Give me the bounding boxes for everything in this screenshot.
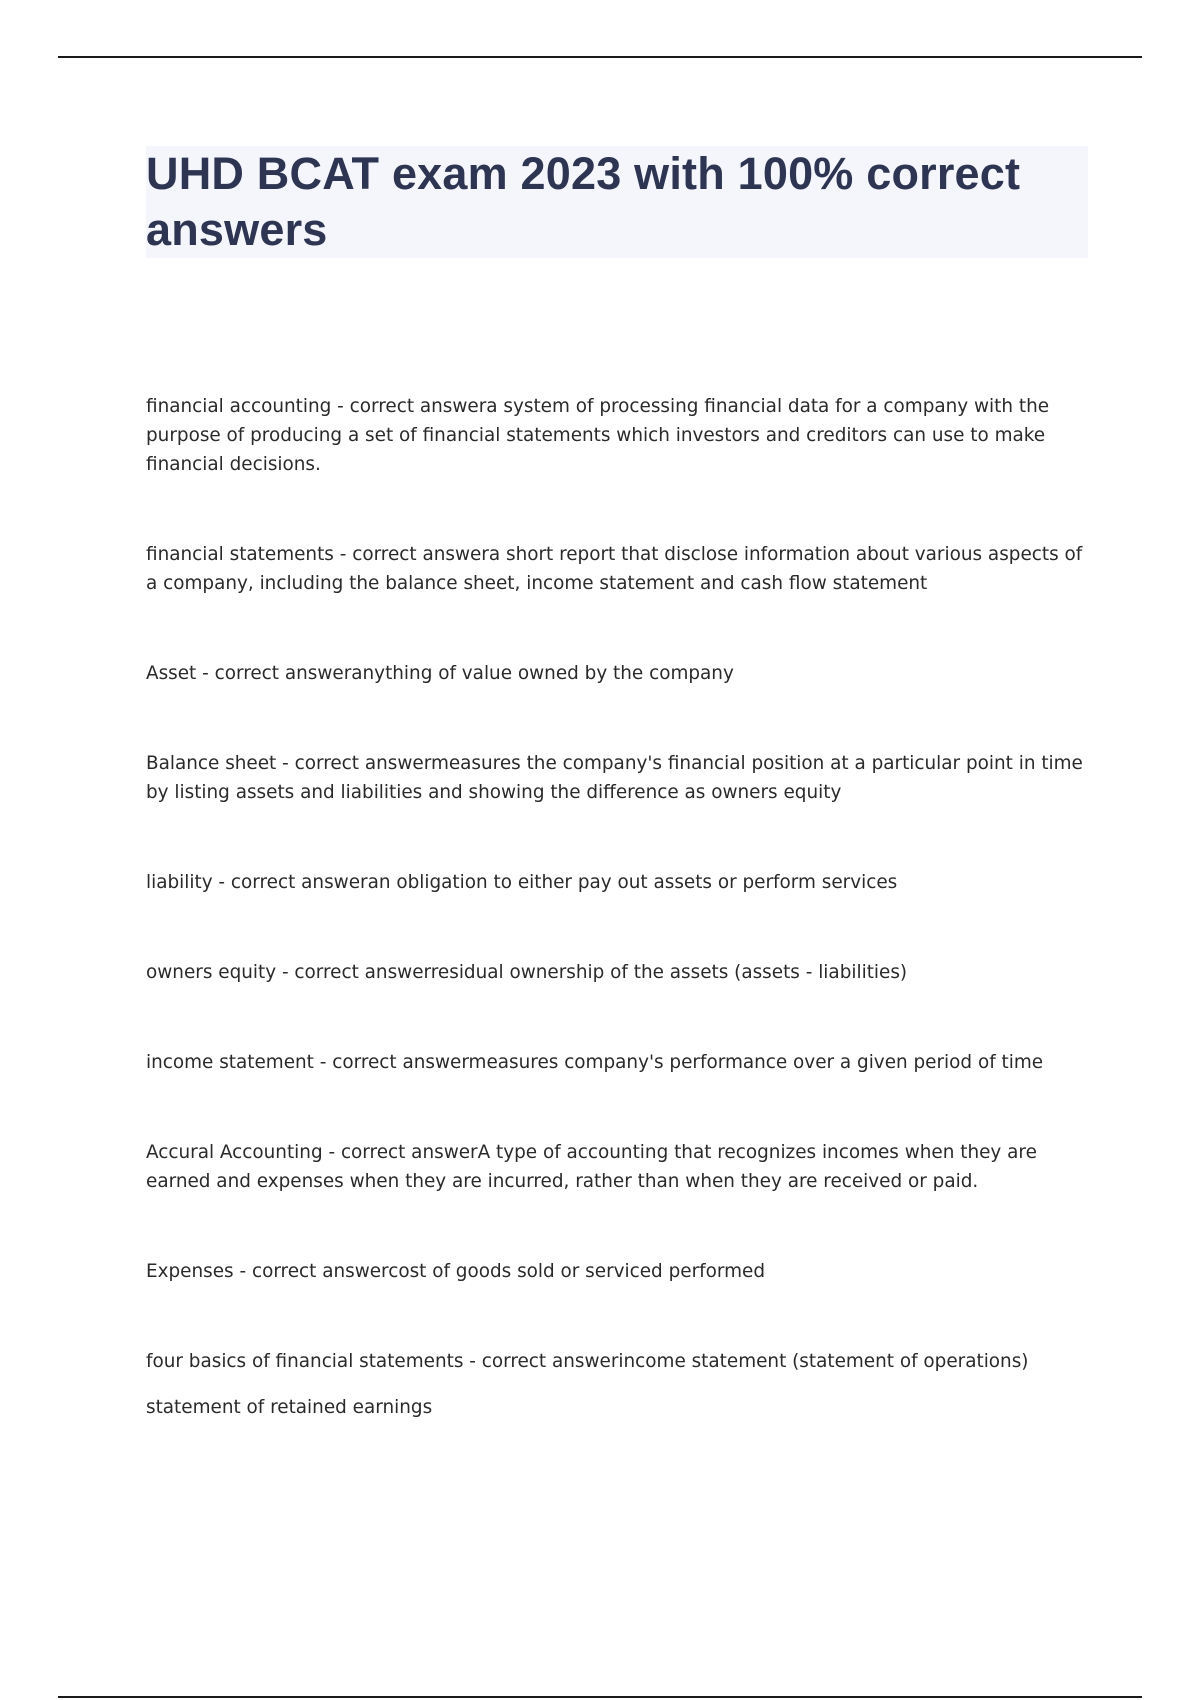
- title-banner: [146, 146, 1088, 258]
- qa-entry-financial-accounting: financial accounting - correct answera system of processing financial data for a company with the purpose of producing a set of financial statements which investors and creditors can use to make financial decisions.: [146, 396, 1050, 475]
- qa-entry-income-statement: income statement - correct answermeasures company's performance over a given period of time: [146, 1052, 1044, 1073]
- top-divider: [58, 56, 1142, 58]
- qa-entry-retained-earnings: statement of retained earnings: [146, 1397, 433, 1418]
- qa-entry-liability: liability - correct answeran obligation to either pay out assets or perform services: [146, 872, 898, 893]
- qa-list: [146, 392, 1086, 1422]
- qa-entry-balance-sheet: Balance sheet - correct answermeasures the company's financial position at a particular point in time by listing assets and liabilities and showing the difference as owners equity: [146, 753, 1083, 803]
- qa-entry-owners-equity: owners equity - correct answerresidual ownership of the assets (assets - liabilities): [146, 962, 908, 983]
- qa-entry-asset: Asset - correct answeranything of value owned by the company: [146, 663, 734, 684]
- qa-entry-expenses: Expenses - correct answercost of goods sold or serviced performed: [146, 1261, 765, 1282]
- qa-entry-financial-statements: financial statements - correct answera short report that disclose information about various aspects of a company, including the balance sheet, income statement and cash flow statement: [146, 544, 1083, 594]
- qa-entry-four-basics: four basics of financial statements - correct answerincome statement (statement of operations): [146, 1351, 1029, 1372]
- qa-entry-accural-accounting: Accural Accounting - correct answerA type of accounting that recognizes incomes when they are earned and expenses when they are incurred, rather than when they are received or paid.: [146, 1142, 1037, 1192]
- bottom-divider: [58, 1696, 1142, 1698]
- page-title: UHD BCAT exam 2023 with 100% correct answers: [146, 148, 1021, 255]
